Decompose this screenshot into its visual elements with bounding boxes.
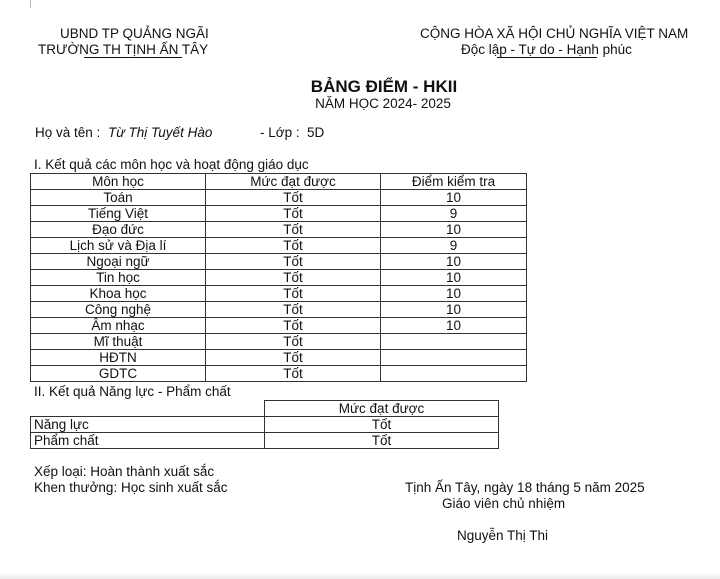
col-header-subject: Môn học <box>31 174 206 190</box>
subject-cell: Ngoại ngữ <box>31 254 206 270</box>
subject-cell: Toán <box>31 190 206 206</box>
signer-name: Nguyễn Thị Thi <box>457 528 549 543</box>
subjects-table <box>30 173 527 382</box>
table-row <box>31 254 527 270</box>
section1-heading: I. Kết quả các môn học và hoạt động giáo dục <box>34 157 309 172</box>
subject-cell: Đạo đức <box>31 222 206 238</box>
table-row <box>31 417 499 433</box>
subject-cell: Mĩ thuật <box>31 334 206 350</box>
student-name-label: Họ và tên : <box>35 125 101 140</box>
criterion-cell: Phẩm chất <box>31 433 265 449</box>
score-cell <box>381 334 527 350</box>
level-cell: Tốt <box>206 238 381 254</box>
school-name-underline <box>84 57 182 58</box>
level-cell: Tốt <box>206 334 381 350</box>
level-cell: Tốt <box>206 366 381 382</box>
level-cell: Tốt <box>206 318 381 334</box>
level-cell: Tốt <box>206 206 381 222</box>
score-cell: 9 <box>381 206 527 222</box>
section2-heading: II. Kết quả Năng lực - Phẩm chất <box>34 384 231 399</box>
classification: Xếp loại: Hoàn thành xuất sắc <box>34 464 215 479</box>
criterion-cell: Năng lực <box>31 417 265 433</box>
page-title: BẢNG ĐIỂM - HKII <box>310 77 458 96</box>
table-row <box>31 238 527 254</box>
score-cell: 9 <box>381 238 527 254</box>
header-left-line1: UBND TP QUẢNG NGÃI <box>60 26 209 41</box>
table-row <box>31 433 499 449</box>
subject-cell: Tin học <box>31 270 206 286</box>
school-name: TRƯỜNG TH TỊNH ẤN TÂY <box>38 42 209 57</box>
page-bottom-edge <box>0 573 720 579</box>
subject-cell: Âm nhạc <box>31 318 206 334</box>
table-row <box>31 366 527 382</box>
table-row <box>31 286 527 302</box>
level-cell: Tốt <box>265 433 499 449</box>
student-name: Từ Thị Tuyết Hào <box>108 125 213 140</box>
page-subtitle: NĂM HỌC 2024- 2025 <box>315 96 451 111</box>
score-cell <box>381 350 527 366</box>
table-row <box>31 222 527 238</box>
subject-cell: Lịch sử và Địa lí <box>31 238 206 254</box>
col-header-score: Điểm kiểm tra <box>381 174 527 190</box>
competency-table <box>30 400 499 449</box>
level-cell: Tốt <box>206 222 381 238</box>
page-edge-mark <box>30 0 31 8</box>
level-cell: Tốt <box>206 270 381 286</box>
subject-cell: HĐTN <box>31 350 206 366</box>
level-cell: Tốt <box>206 190 381 206</box>
level-cell: Tốt <box>206 302 381 318</box>
table-row <box>31 190 527 206</box>
student-class-label: - Lớp : <box>260 125 300 140</box>
competency-table-header <box>31 401 499 417</box>
header-right-line1: CỘNG HÒA XÃ HỘI CHỦ NGHĨA VIỆT NAM <box>420 26 689 41</box>
header-left-line2 <box>38 42 208 57</box>
score-cell <box>381 366 527 382</box>
subjects-table-header <box>31 174 527 190</box>
signer-role: Giáo viên chủ nhiệm <box>442 496 566 511</box>
subject-cell: Tiếng Việt <box>31 206 206 222</box>
table-row <box>31 318 527 334</box>
motto-underline <box>497 57 597 58</box>
score-cell: 10 <box>381 286 527 302</box>
subject-cell: GDTC <box>31 366 206 382</box>
level-cell: Tốt <box>206 286 381 302</box>
blank-corner-cell <box>31 401 265 417</box>
score-cell: 10 <box>381 190 527 206</box>
level-cell: Tốt <box>206 350 381 366</box>
level-cell: Tốt <box>265 417 499 433</box>
score-cell: 10 <box>381 254 527 270</box>
score-cell: 10 <box>381 222 527 238</box>
score-cell: 10 <box>381 270 527 286</box>
table-row <box>31 334 527 350</box>
header-right-line2: Độc lập - Tự do - Hạnh phúc <box>461 42 632 57</box>
level-cell: Tốt <box>206 254 381 270</box>
score-cell: 10 <box>381 302 527 318</box>
table-row <box>31 302 527 318</box>
score-cell: 10 <box>381 318 527 334</box>
subject-cell: Công nghệ <box>31 302 206 318</box>
signing-date: Tịnh Ấn Tây, ngày 18 tháng 5 năm 2025 <box>405 480 645 495</box>
table-row <box>31 206 527 222</box>
table-row <box>31 270 527 286</box>
student-class: 5D <box>307 125 325 140</box>
subject-cell: Khoa học <box>31 286 206 302</box>
col-header-level: Mức đạt được <box>265 401 499 417</box>
table-row <box>31 350 527 366</box>
award: Khen thưởng: Học sinh xuất sắc <box>34 480 228 495</box>
col-header-level: Mức đạt được <box>206 174 381 190</box>
